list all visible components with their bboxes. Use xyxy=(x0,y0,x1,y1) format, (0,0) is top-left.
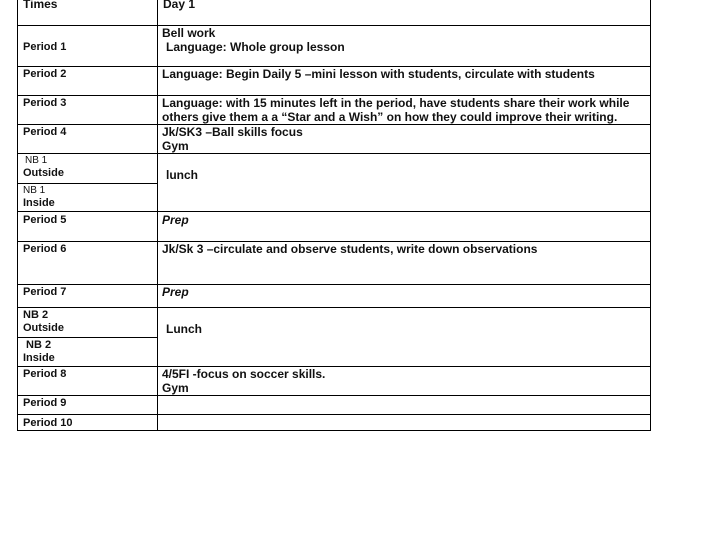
day-header: Day 1 xyxy=(163,0,196,11)
period-2-activity: Language: Begin Daily 5 –mini lesson with students, circulate with students xyxy=(162,67,595,81)
nb2-inside-number: NB 2 xyxy=(26,339,52,351)
row-divider xyxy=(17,366,651,367)
period-8-activity-line2: Gym xyxy=(162,381,189,395)
period-6-activity: Jk/Sk 3 –circulate and observe students, write down observations xyxy=(162,242,538,256)
period-1-label: Period 1 xyxy=(23,41,67,53)
nb1-activity: lunch xyxy=(166,168,198,182)
row-divider xyxy=(17,153,651,154)
row-divider xyxy=(17,307,651,308)
period-10-label: Period 10 xyxy=(23,417,73,429)
period-5-label: Period 5 xyxy=(23,214,67,226)
nb1-inside-number: NB 1 xyxy=(23,185,46,196)
nb1-outside-number: NB 1 xyxy=(25,155,48,166)
nb2-activity: Lunch xyxy=(166,322,202,336)
period-9-label: Period 9 xyxy=(23,397,67,409)
period-1-activity-line1: Bell work xyxy=(162,26,216,40)
row-divider xyxy=(17,211,651,212)
row-divider xyxy=(17,284,651,285)
table-bottom-border xyxy=(17,430,651,431)
nb1-inside-label: Inside xyxy=(23,197,55,209)
nb2-outside-number: NB 2 xyxy=(23,309,49,321)
period-8-activity-line1: 4/5FI -focus on soccer skills. xyxy=(162,367,326,381)
row-divider xyxy=(17,395,651,396)
period-7-label: Period 7 xyxy=(23,286,67,298)
period-8-label: Period 8 xyxy=(23,368,67,380)
nb2-inside-label: Inside xyxy=(23,352,55,364)
period-2-label: Period 2 xyxy=(23,68,67,80)
period-4-label: Period 4 xyxy=(23,126,67,138)
period-3-activity-line2: others give them a a “Star and a Wish” on how they could improve their writing. xyxy=(162,110,618,124)
period-4-activity-line1: Jk/SK3 –Ball skills focus xyxy=(162,125,303,139)
period-3-label: Period 3 xyxy=(23,97,67,109)
row-divider xyxy=(17,25,651,26)
nb2-outside-label: Outside xyxy=(23,322,64,334)
period-5-activity: Prep xyxy=(162,213,189,227)
period-6-label: Period 6 xyxy=(23,243,67,255)
row-divider xyxy=(17,124,651,125)
period-3-activity-line1: Language: with 15 minutes left in the period, have students share their work while xyxy=(162,96,630,110)
times-header: Times xyxy=(23,0,58,11)
row-divider xyxy=(17,414,651,415)
period-7-activity: Prep xyxy=(162,285,189,299)
period-4-activity-line2: Gym xyxy=(162,139,189,153)
nb1-outside-label: Outside xyxy=(23,167,64,179)
period-1-activity-line2: Language: Whole group lesson xyxy=(166,40,345,54)
